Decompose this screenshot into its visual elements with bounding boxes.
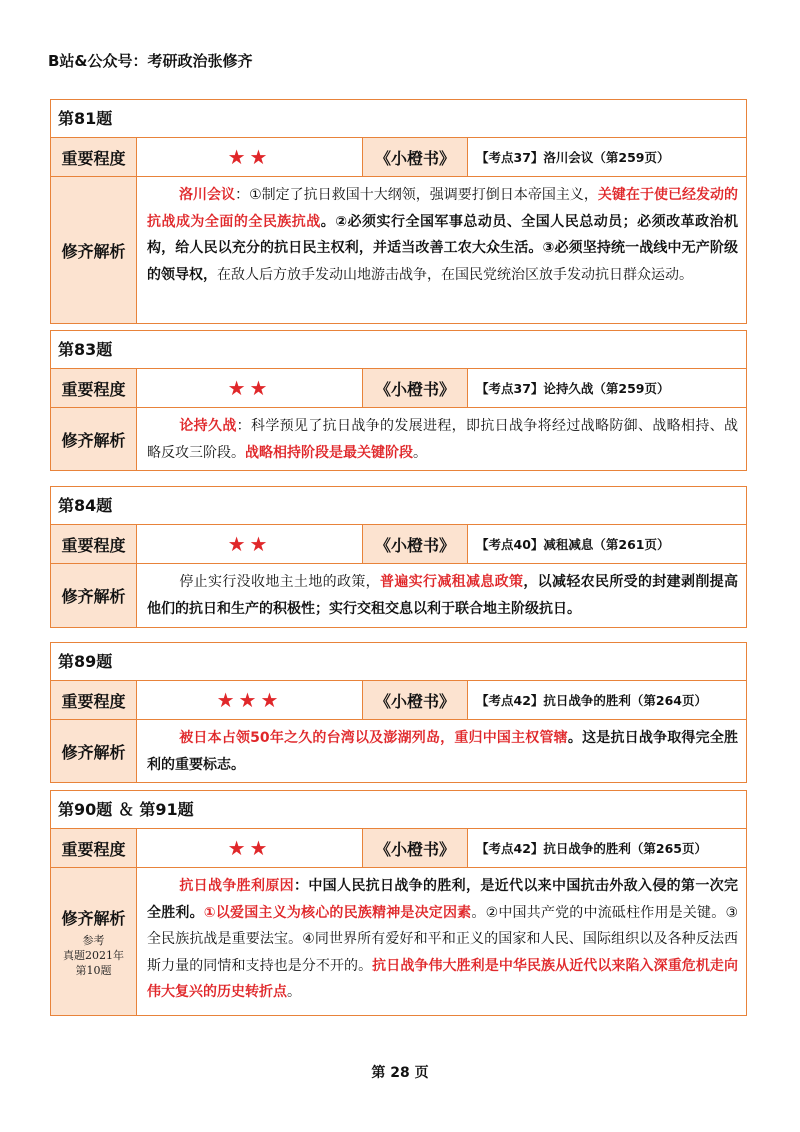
question-title: 第81题 bbox=[51, 100, 746, 138]
importance-row bbox=[51, 138, 746, 177]
importance-label: 重要程度 bbox=[51, 681, 137, 719]
analysis-label: 修齐解析 参考 真题2021年 第10题 bbox=[51, 868, 137, 1015]
page-number: 第 28 页 bbox=[371, 1065, 429, 1081]
importance-stars: ★★★ bbox=[137, 681, 363, 719]
analysis-text: 抗日战争胜利原因：中国人民抗日战争的胜利，是近代以来中国抗击外敌入侵的第一次完全胜利。①以爱国主义为核心的民族精神是决定因素。②中国共产党的中流砥柱作用是关键。③全民族抗战是重要法宝。④同世界所有爱好和平和正义的国家和人民、国际组织以及各种反法西斯力量的同情和支持也是分不开的。抗日战争伟大胜利是中华民族从近代以来陷入深重危机走向伟大复兴的历史转折点。 bbox=[147, 878, 739, 1000]
importance-row bbox=[51, 681, 746, 720]
question-title: 第90题 ＆ 第91题 bbox=[51, 791, 746, 829]
importance-label: 重要程度 bbox=[51, 138, 137, 176]
book-label: 《小橙书》 bbox=[363, 681, 468, 719]
analysis-text: 洛川会议：①制定了抗日救国十大纲领，强调要打倒日本帝国主义，关键在于使已经发动的抗战成为全面的全民族抗战。②必须实行全国军事总动员、全国人民总动员；必须改革政治机构，给人民以充分的抗日民主权利，并适当改善工农大众生活。③必须坚持统一战线中无产阶级的领导权，在敌人后方放手发动山地游击战争，在国民党统治区放手发动抗日群众运动。 bbox=[147, 187, 739, 283]
importance-stars: ★★ bbox=[137, 369, 363, 407]
analysis-label: 修齐解析 bbox=[51, 177, 137, 323]
analysis-label: 修齐解析 bbox=[51, 720, 137, 782]
importance-row bbox=[51, 525, 746, 564]
analysis-text: 论持久战：科学预见了抗日战争的发展进程，即抗日战争将经过战略防御、战略相持、战略反攻三阶段。战略相持阶段是最关键阶段。 bbox=[147, 418, 739, 461]
test-point: 【考点37】洛川会议（第259页） bbox=[476, 150, 670, 165]
analysis-text: 被日本占领50年之久的台湾以及澎湖列岛，重归中国主权管辖。这是抗日战争取得完全胜利的重要标志。 bbox=[147, 730, 739, 773]
book-label: 《小橙书》 bbox=[363, 525, 468, 563]
importance-label: 重要程度 bbox=[51, 829, 137, 867]
question-title: 第89题 bbox=[51, 643, 746, 681]
page-header: B站&公众号：考研政治张修齐 bbox=[48, 52, 253, 70]
test-point: 【考点37】论持久战（第259页） bbox=[476, 381, 670, 396]
question-title: 第84题 bbox=[51, 487, 746, 525]
analysis-row bbox=[51, 868, 746, 1015]
importance-row bbox=[51, 829, 746, 868]
importance-label: 重要程度 bbox=[51, 525, 137, 563]
importance-stars: ★★ bbox=[137, 525, 363, 563]
analysis-row bbox=[51, 564, 746, 627]
analysis-text: 停止实行没收地主土地的政策，普遍实行减租减息政策，以减轻农民所受的封建剥削提高他们的抗日和生产的积极性；实行交租交息以利于联合地主阶级抗日。 bbox=[147, 574, 739, 617]
analysis-row bbox=[51, 720, 746, 782]
question-title: 第83题 bbox=[51, 331, 746, 369]
question-81 bbox=[50, 99, 747, 324]
test-point: 【考点42】抗日战争的胜利（第265页） bbox=[476, 841, 707, 856]
question-83 bbox=[50, 330, 747, 471]
reference-note: 参考 真题2021年 第10题 bbox=[63, 933, 124, 977]
question-89 bbox=[50, 642, 747, 783]
analysis-label: 修齐解析 bbox=[51, 564, 137, 627]
book-label: 《小橙书》 bbox=[363, 829, 468, 867]
test-point: 【考点42】抗日战争的胜利（第264页） bbox=[476, 693, 707, 708]
test-point: 【考点40】减租减息（第261页） bbox=[476, 537, 670, 552]
importance-stars: ★★ bbox=[137, 829, 363, 867]
analysis-label: 修齐解析 bbox=[51, 408, 137, 470]
importance-stars: ★★ bbox=[137, 138, 363, 176]
question-84 bbox=[50, 486, 747, 628]
analysis-row bbox=[51, 408, 746, 470]
importance-label: 重要程度 bbox=[51, 369, 137, 407]
book-label: 《小橙书》 bbox=[363, 138, 468, 176]
book-label: 《小橙书》 bbox=[363, 369, 468, 407]
analysis-row bbox=[51, 177, 746, 323]
question-90-91 bbox=[50, 790, 747, 1016]
importance-row bbox=[51, 369, 746, 408]
